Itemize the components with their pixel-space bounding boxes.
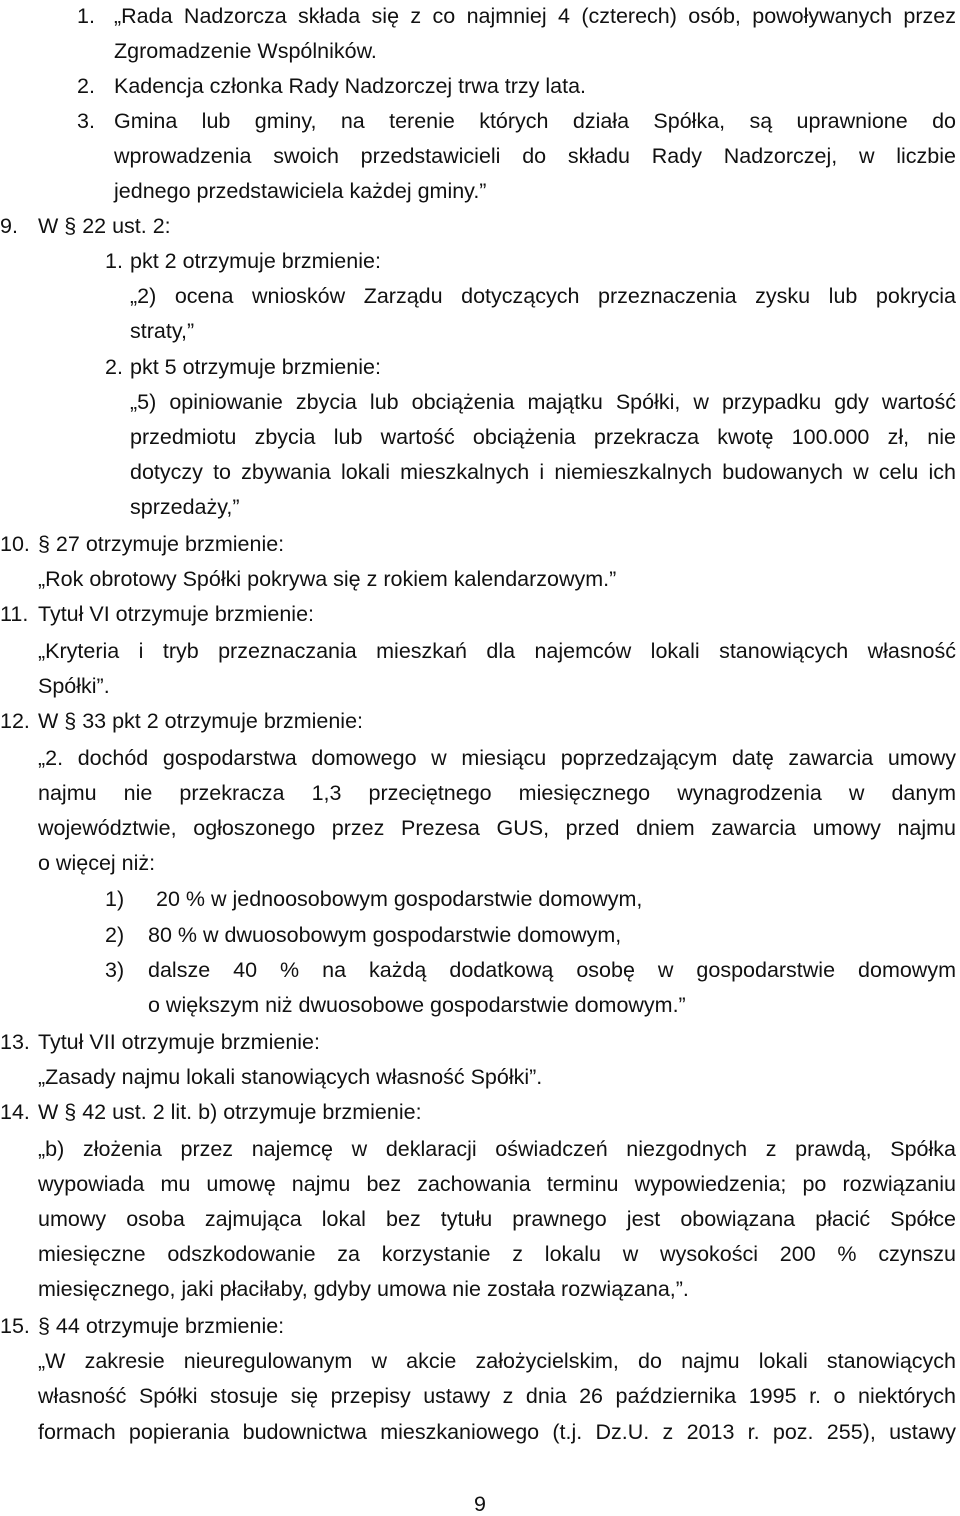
list-number: 1. — [77, 4, 95, 28]
list-number: 2) — [105, 923, 125, 947]
list-number: 2. — [77, 74, 95, 98]
section-heading: W § 42 ust. 2 lit. b) otrzymuje brzmienie: — [38, 1100, 422, 1124]
paragraph-line: Zgromadzenie Wspólników. — [114, 39, 377, 63]
list-number: 3. — [77, 109, 95, 133]
paragraph-line: własność Spółki stosuje się przepisy ustawy z dnia 26 października 1995 r. o niektórych — [38, 1384, 956, 1408]
paragraph-line: „Rok obrotowy Spółki pokrywa się z rokiem kalendarzowym.” — [38, 567, 617, 591]
item-heading: pkt 5 otrzymuje brzmienie: — [130, 355, 381, 379]
section-heading: § 27 otrzymuje brzmienie: — [38, 532, 285, 556]
paragraph-line: „2. dochód gospodarstwa domowego w miesiącu poprzedzającym datę zawarcia umowy — [38, 746, 956, 770]
section-heading: W § 22 ust. 2: — [38, 214, 171, 238]
paragraph-line: Spółki”. — [38, 674, 110, 698]
section-number: 11. — [0, 602, 29, 626]
paragraph-line: „Zasady najmu lokali stanowiących własność Spółki”. — [38, 1065, 543, 1089]
paragraph-line: o więcej niż: — [38, 851, 156, 875]
list-number: 2. — [105, 355, 123, 379]
section-heading: Tytuł VI otrzymuje brzmienie: — [38, 602, 315, 626]
paragraph-line: wprowadzenia swoich przedstawicieli do składu Rady Nadzorczej, w liczbie — [114, 144, 956, 168]
paragraph-line: „Kryteria i tryb przeznaczania mieszkań dla najemców lokali stanowiących własność — [38, 639, 956, 663]
section-number: 15. — [0, 1314, 30, 1338]
paragraph-line: dalsze 40 % na każdą dodatkową osobę w gospodarstwie domowym — [148, 958, 956, 982]
paragraph-line: formach popierania budownictwa mieszkaniowego (t.j. Dz.U. z 2013 r. poz. 255), ustawy — [38, 1420, 956, 1444]
paragraph-line: straty,” — [130, 319, 195, 343]
section-heading: § 44 otrzymuje brzmienie: — [38, 1314, 285, 1338]
paragraph-line: „W zakresie nieuregulowanym w akcie założycielskim, do najmu lokali stanowiących — [38, 1349, 956, 1373]
paragraph-line: „2) ocena wniosków Zarządu dotyczących przeznaczenia zysku lub pokrycia — [130, 284, 956, 308]
section-number: 9. — [0, 214, 18, 238]
list-number: 1. — [105, 249, 123, 273]
item-heading: pkt 2 otrzymuje brzmienie: — [130, 249, 381, 273]
paragraph-line: najmu nie przekracza 1,3 przeciętnego miesięcznego wynagrodzenia w danym — [38, 781, 956, 805]
paragraph-line: „b) złożenia przez najemcę w deklaracji oświadczeń niezgodnych z prawdą, Spółka — [38, 1137, 956, 1161]
paragraph-line: 20 % w jednoosobowym gospodarstwie domowym, — [156, 887, 643, 911]
paragraph-line: „5) opiniowanie zbycia lub obciążenia majątku Spółki, w przypadku gdy wartość — [130, 390, 956, 414]
paragraph-line: „Rada Nadzorcza składa się z co najmniej 4 (czterech) osób, powoływanych przez — [114, 4, 956, 28]
paragraph-line: wypowiada mu umowę najmu bez zachowania terminu wypowiedzenia; po rozwiązaniu — [38, 1172, 956, 1196]
section-number: 10. — [0, 532, 30, 556]
paragraph-line: województwie, ogłoszonego przez Prezesa GUS, przed dniem zawarcia umowy najmu — [38, 816, 956, 840]
section-number: 12. — [0, 709, 30, 733]
paragraph-line: dotyczy to zbywania lokali mieszkalnych i niemieszkalnych budowanych w celu ich — [130, 460, 956, 484]
list-number: 1) — [105, 887, 125, 911]
section-heading: W § 33 pkt 2 otrzymuje brzmienie: — [38, 709, 364, 733]
section-number: 13. — [0, 1030, 30, 1054]
section-number: 14. — [0, 1100, 30, 1124]
paragraph-line: umowy osoba zajmująca lokal bez tytułu prawnego jest obowiązana płacić Spółce — [38, 1207, 956, 1231]
paragraph-line: Kadencja członka Rady Nadzorczej trwa trzy lata. — [114, 74, 587, 98]
paragraph-line: miesięcznego, jaki płaciłaby, gdyby umowa nie została rozwiązana,”. — [38, 1277, 689, 1301]
paragraph-line: przedmiotu zbycia lub wartość obciążenia przekracza kwotę 100.000 zł, nie — [130, 425, 956, 449]
paragraph-line: o większym niż dwuosobowe gospodarstwie domowym.” — [148, 993, 686, 1017]
list-number: 3) — [105, 958, 125, 982]
section-heading: Tytuł VII otrzymuje brzmienie: — [38, 1030, 320, 1054]
paragraph-line: miesięczne odszkodowanie za korzystanie z lokalu w wysokości 200 % czynszu — [38, 1242, 956, 1266]
paragraph-line: jednego przedstawiciela każdej gminy.” — [114, 179, 487, 203]
paragraph-line: sprzedaży,” — [130, 495, 240, 519]
paragraph-line: Gmina lub gminy, na terenie których działa Spółka, są uprawnione do — [114, 109, 956, 133]
paragraph-line: 80 % w dwuosobowym gospodarstwie domowym, — [148, 923, 622, 947]
page-number: 9 — [474, 1492, 486, 1516]
